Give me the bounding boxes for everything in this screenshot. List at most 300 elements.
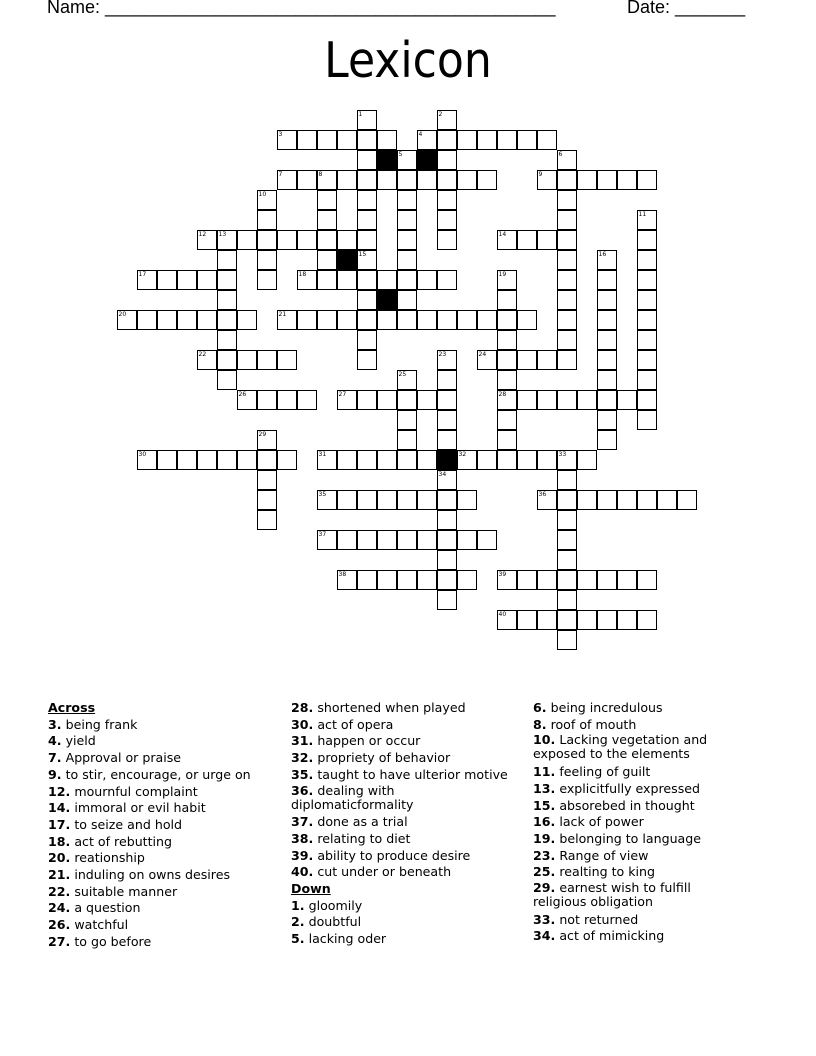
clue-across-4: 4. yield bbox=[48, 733, 96, 749]
grid-cell[interactable] bbox=[397, 570, 417, 590]
grid-cell[interactable] bbox=[637, 370, 657, 390]
grid-cell[interactable] bbox=[137, 450, 157, 470]
grid-cell[interactable] bbox=[437, 390, 457, 410]
grid-cell[interactable] bbox=[217, 290, 237, 310]
grid-cell[interactable] bbox=[257, 390, 277, 410]
grid-cell[interactable] bbox=[597, 330, 617, 350]
page-title: Lexicon bbox=[324, 32, 492, 89]
grid-cell[interactable] bbox=[457, 170, 477, 190]
grid-cell[interactable] bbox=[577, 450, 597, 470]
grid-cell[interactable] bbox=[337, 570, 357, 590]
grid-cell[interactable] bbox=[397, 450, 417, 470]
grid-cell[interactable] bbox=[577, 610, 597, 630]
grid-cell[interactable] bbox=[377, 450, 397, 470]
grid-cell[interactable] bbox=[257, 450, 277, 470]
clue-across-30: 30. act of opera bbox=[291, 716, 394, 732]
grid-cell[interactable] bbox=[557, 310, 577, 330]
grid-cell[interactable] bbox=[217, 350, 237, 370]
grid-cell[interactable] bbox=[377, 530, 397, 550]
grid-cell[interactable] bbox=[397, 210, 417, 230]
grid-cell[interactable] bbox=[357, 350, 377, 370]
grid-cell[interactable] bbox=[177, 310, 197, 330]
grid-cell[interactable] bbox=[357, 490, 377, 510]
grid-cell[interactable] bbox=[237, 390, 257, 410]
grid-cell[interactable] bbox=[597, 310, 617, 330]
grid-cell[interactable] bbox=[637, 290, 657, 310]
grid-cell[interactable] bbox=[337, 450, 357, 470]
grid-cell[interactable] bbox=[617, 570, 637, 590]
grid-cell[interactable] bbox=[377, 130, 397, 150]
clue-number: 10 bbox=[258, 190, 267, 198]
grid-cell[interactable] bbox=[537, 350, 557, 370]
grid-cell[interactable] bbox=[457, 310, 477, 330]
grid-cell[interactable] bbox=[477, 130, 497, 150]
grid-cell[interactable] bbox=[437, 470, 457, 490]
clue-across-36: 36. dealing with diplomaticformality bbox=[291, 782, 414, 812]
grid-cell[interactable] bbox=[277, 450, 297, 470]
clue-across-12: 12. mournful complaint bbox=[48, 783, 198, 799]
grid-cell[interactable] bbox=[517, 350, 537, 370]
grid-cell[interactable] bbox=[617, 610, 637, 630]
grid-cell[interactable] bbox=[217, 250, 237, 270]
grid-cell[interactable] bbox=[257, 470, 277, 490]
grid-cell[interactable] bbox=[197, 230, 217, 250]
clues-column-2 bbox=[291, 700, 531, 948]
grid-cell[interactable] bbox=[397, 390, 417, 410]
grid-cell[interactable] bbox=[197, 350, 217, 370]
grid-cell[interactable] bbox=[357, 250, 377, 270]
grid-cell[interactable] bbox=[257, 210, 277, 230]
grid-cell[interactable] bbox=[237, 450, 257, 470]
grid-cell[interactable] bbox=[637, 610, 657, 630]
grid-cell[interactable] bbox=[617, 390, 637, 410]
grid-cell[interactable] bbox=[597, 430, 617, 450]
down-heading: Down bbox=[291, 881, 331, 897]
grid-cell[interactable] bbox=[257, 490, 277, 510]
grid-cell[interactable] bbox=[457, 490, 477, 510]
grid-cell[interactable] bbox=[517, 570, 537, 590]
grid-cell[interactable] bbox=[597, 490, 617, 510]
grid-cell[interactable] bbox=[197, 310, 217, 330]
grid-cell[interactable] bbox=[597, 250, 617, 270]
clue-number: 35 bbox=[318, 490, 327, 498]
grid-cell[interactable] bbox=[357, 270, 377, 290]
clue-number: 16 bbox=[598, 250, 607, 258]
grid-cell[interactable] bbox=[497, 290, 517, 310]
grid-cell[interactable] bbox=[377, 390, 397, 410]
grid-cell[interactable] bbox=[477, 310, 497, 330]
grid-cell[interactable] bbox=[637, 570, 657, 590]
grid-cell[interactable] bbox=[637, 210, 657, 230]
grid-cell[interactable] bbox=[517, 390, 537, 410]
grid-cell[interactable] bbox=[437, 110, 457, 130]
grid-cell[interactable] bbox=[437, 310, 457, 330]
grid-cell[interactable] bbox=[597, 370, 617, 390]
clue-number: 17 bbox=[138, 270, 147, 278]
grid-cell[interactable] bbox=[337, 130, 357, 150]
grid-cell[interactable] bbox=[537, 490, 557, 510]
grid-cell[interactable] bbox=[597, 410, 617, 430]
grid-cell[interactable] bbox=[137, 270, 157, 290]
grid-cell[interactable] bbox=[377, 570, 397, 590]
grid-cell[interactable] bbox=[497, 430, 517, 450]
grid-cell[interactable] bbox=[577, 390, 597, 410]
grid-cell[interactable] bbox=[417, 490, 437, 510]
grid-cell[interactable] bbox=[417, 170, 437, 190]
grid-cell[interactable] bbox=[257, 430, 277, 450]
grid-cell[interactable] bbox=[357, 530, 377, 550]
grid-cell[interactable] bbox=[117, 310, 137, 330]
grid-cell[interactable] bbox=[517, 610, 537, 630]
grid-cell[interactable] bbox=[397, 370, 417, 390]
grid-cell[interactable] bbox=[397, 530, 417, 550]
grid-cell[interactable] bbox=[597, 170, 617, 190]
grid-cell[interactable] bbox=[417, 570, 437, 590]
clue-number: 37 bbox=[318, 530, 327, 538]
clue-across-39: 39. ability to produce desire bbox=[291, 847, 471, 863]
grid-cell[interactable] bbox=[357, 570, 377, 590]
grid-cell[interactable] bbox=[257, 230, 277, 250]
grid-cell[interactable] bbox=[437, 590, 457, 610]
grid-cell[interactable] bbox=[217, 330, 237, 350]
grid-cell[interactable] bbox=[417, 450, 437, 470]
grid-cell[interactable] bbox=[637, 410, 657, 430]
grid-cell[interactable] bbox=[537, 230, 557, 250]
grid-cell[interactable] bbox=[657, 490, 677, 510]
grid-cell[interactable] bbox=[537, 610, 557, 630]
grid-cell[interactable] bbox=[177, 450, 197, 470]
grid-cell[interactable] bbox=[437, 370, 457, 390]
grid-cell[interactable] bbox=[317, 170, 337, 190]
grid-cell[interactable] bbox=[157, 310, 177, 330]
grid-cell[interactable] bbox=[597, 390, 617, 410]
grid-cell[interactable] bbox=[357, 170, 377, 190]
clue-number: 28 bbox=[498, 390, 507, 398]
grid-cell[interactable] bbox=[517, 230, 537, 250]
grid-cell[interactable] bbox=[337, 310, 357, 330]
grid-cell[interactable] bbox=[177, 270, 197, 290]
clue-number: 14 bbox=[498, 230, 507, 238]
grid-cell[interactable] bbox=[557, 470, 577, 490]
grid-cell[interactable] bbox=[317, 130, 337, 150]
grid-cell[interactable] bbox=[397, 270, 417, 290]
clue-number: 8 bbox=[318, 170, 323, 178]
grid-cell[interactable] bbox=[277, 130, 297, 150]
grid-cell[interactable] bbox=[297, 310, 317, 330]
grid-cell[interactable] bbox=[277, 230, 297, 250]
grid-cell[interactable] bbox=[317, 490, 337, 510]
grid-cell[interactable] bbox=[637, 310, 657, 330]
grid-cell[interactable] bbox=[357, 310, 377, 330]
clue-down-29: 29. earnest wish to fulfill religious obligation bbox=[533, 880, 691, 910]
grid-cell[interactable] bbox=[637, 490, 657, 510]
grid-cell[interactable] bbox=[497, 610, 517, 630]
grid-cell[interactable] bbox=[617, 490, 637, 510]
grid-cell[interactable] bbox=[497, 270, 517, 290]
grid-cell[interactable] bbox=[637, 250, 657, 270]
grid-cell[interactable] bbox=[197, 270, 217, 290]
grid-cell[interactable] bbox=[517, 130, 537, 150]
grid-cell[interactable] bbox=[317, 210, 337, 230]
grid-cell[interactable] bbox=[557, 170, 577, 190]
name-field[interactable]: Name: _____________________________________________ bbox=[47, 0, 556, 17]
grid-cell[interactable] bbox=[497, 330, 517, 350]
grid-cell[interactable] bbox=[397, 430, 417, 450]
grid-cell[interactable] bbox=[197, 450, 217, 470]
clue-across-40: 40. cut under or beneath bbox=[291, 864, 452, 880]
clue-down-23: 23. Range of view bbox=[533, 847, 649, 863]
grid-cell[interactable] bbox=[557, 330, 577, 350]
grid-cell[interactable] bbox=[437, 410, 457, 430]
grid-cell[interactable] bbox=[357, 390, 377, 410]
grid-cell[interactable] bbox=[357, 330, 377, 350]
clue-across-31: 31. happen or occur bbox=[291, 733, 421, 749]
grid-cell[interactable] bbox=[557, 450, 577, 470]
grid-cell[interactable] bbox=[317, 450, 337, 470]
grid-cell[interactable] bbox=[637, 270, 657, 290]
grid-cell[interactable] bbox=[337, 170, 357, 190]
grid-cell[interactable] bbox=[557, 230, 577, 250]
grid-cell[interactable] bbox=[597, 270, 617, 290]
grid-cell[interactable] bbox=[517, 310, 537, 330]
grid-cell[interactable] bbox=[337, 530, 357, 550]
grid-cell[interactable] bbox=[557, 510, 577, 530]
clue-number: 6 bbox=[558, 150, 563, 158]
grid-cell[interactable] bbox=[357, 110, 377, 130]
grid-cell[interactable] bbox=[557, 250, 577, 270]
grid-cell[interactable] bbox=[597, 610, 617, 630]
grid-cell[interactable] bbox=[557, 590, 577, 610]
grid-cell[interactable] bbox=[277, 390, 297, 410]
grid-cell[interactable] bbox=[397, 290, 417, 310]
clue-across-9: 9. to stir, encourage, or urge on bbox=[48, 766, 251, 782]
grid-cell[interactable] bbox=[477, 170, 497, 190]
grid-cell[interactable] bbox=[417, 130, 437, 150]
clue-down-5: 5. lacking oder bbox=[291, 931, 387, 947]
grid-cell[interactable] bbox=[317, 530, 337, 550]
grid-cell[interactable] bbox=[497, 390, 517, 410]
grid-cell[interactable] bbox=[677, 490, 697, 510]
grid-cell[interactable] bbox=[217, 310, 237, 330]
clue-down-6: 6. being incredulous bbox=[533, 700, 663, 715]
grid-cell[interactable] bbox=[437, 530, 457, 550]
grid-cell[interactable] bbox=[277, 170, 297, 190]
grid-cell[interactable] bbox=[417, 530, 437, 550]
grid-cell[interactable] bbox=[437, 170, 457, 190]
grid-cell[interactable] bbox=[437, 430, 457, 450]
grid-cell[interactable] bbox=[377, 490, 397, 510]
grid-cell[interactable] bbox=[437, 130, 457, 150]
grid-cell[interactable] bbox=[377, 310, 397, 330]
grid-cell[interactable] bbox=[397, 310, 417, 330]
grid-cell[interactable] bbox=[597, 570, 617, 590]
grid-cell[interactable] bbox=[537, 170, 557, 190]
grid-cell[interactable] bbox=[517, 450, 537, 470]
grid-cell[interactable] bbox=[557, 270, 577, 290]
grid-cell[interactable] bbox=[417, 270, 437, 290]
grid-cell[interactable] bbox=[637, 330, 657, 350]
grid-cell[interactable] bbox=[537, 570, 557, 590]
grid-cell[interactable] bbox=[237, 230, 257, 250]
grid-cell[interactable] bbox=[477, 350, 497, 370]
grid-cell[interactable] bbox=[357, 130, 377, 150]
grid-cell[interactable] bbox=[437, 190, 457, 210]
grid-cell[interactable] bbox=[597, 350, 617, 370]
grid-cell[interactable] bbox=[357, 150, 377, 170]
grid-cell[interactable] bbox=[337, 230, 357, 250]
grid-cell[interactable] bbox=[557, 610, 577, 630]
grid-cell[interactable] bbox=[557, 290, 577, 310]
grid-cell[interactable] bbox=[537, 390, 557, 410]
clue-number: 23 bbox=[438, 350, 447, 358]
grid-cell[interactable] bbox=[397, 230, 417, 250]
grid-cell[interactable] bbox=[577, 490, 597, 510]
grid-cell[interactable] bbox=[417, 310, 437, 330]
grid-cell[interactable] bbox=[577, 170, 597, 190]
grid-cell[interactable] bbox=[157, 270, 177, 290]
grid-cell[interactable] bbox=[357, 450, 377, 470]
grid-cell[interactable] bbox=[317, 310, 337, 330]
clue-number: 22 bbox=[198, 350, 207, 358]
grid-cell[interactable] bbox=[397, 250, 417, 270]
grid-cell[interactable] bbox=[317, 230, 337, 250]
grid-cell[interactable] bbox=[557, 390, 577, 410]
clue-number: 34 bbox=[438, 470, 447, 478]
grid-cell[interactable] bbox=[497, 350, 517, 370]
grid-cell[interactable] bbox=[437, 210, 457, 230]
grid-cell[interactable] bbox=[437, 550, 457, 570]
grid-cell[interactable] bbox=[257, 190, 277, 210]
clue-down-8: 8. roof of mouth bbox=[533, 716, 637, 732]
grid-cell[interactable] bbox=[217, 450, 237, 470]
grid-cell[interactable] bbox=[597, 290, 617, 310]
grid-cell[interactable] bbox=[317, 250, 337, 270]
grid-cell[interactable] bbox=[417, 390, 437, 410]
grid-cell[interactable] bbox=[297, 390, 317, 410]
grid-cell[interactable] bbox=[477, 450, 497, 470]
grid-cell[interactable] bbox=[497, 450, 517, 470]
grid-cell[interactable] bbox=[557, 630, 577, 650]
grid-cell[interactable] bbox=[557, 550, 577, 570]
grid-cell[interactable] bbox=[537, 450, 557, 470]
grid-cell[interactable] bbox=[257, 250, 277, 270]
grid-cell[interactable] bbox=[437, 150, 457, 170]
grid-cell[interactable] bbox=[357, 230, 377, 250]
grid-cell[interactable] bbox=[357, 290, 377, 310]
grid-cell[interactable] bbox=[557, 210, 577, 230]
grid-cell[interactable] bbox=[637, 170, 657, 190]
grid-cell[interactable] bbox=[237, 310, 257, 330]
grid-cell[interactable] bbox=[537, 130, 557, 150]
grid-cell[interactable] bbox=[617, 170, 637, 190]
clue-number: 5 bbox=[398, 150, 403, 158]
clue-across-28: 28. shortened when played bbox=[291, 700, 466, 715]
grid-cell[interactable] bbox=[397, 410, 417, 430]
grid-cell[interactable] bbox=[237, 350, 257, 370]
grid-cell[interactable] bbox=[337, 390, 357, 410]
grid-cell[interactable] bbox=[397, 170, 417, 190]
grid-cell[interactable] bbox=[337, 270, 357, 290]
grid-cell[interactable] bbox=[477, 530, 497, 550]
grid-cell[interactable] bbox=[257, 510, 277, 530]
grid-cell[interactable] bbox=[377, 270, 397, 290]
clue-number: 40 bbox=[498, 610, 507, 618]
grid-cell[interactable] bbox=[437, 230, 457, 250]
date-field[interactable]: Date: _______ bbox=[627, 0, 746, 17]
grid-cell[interactable] bbox=[157, 450, 177, 470]
clue-number: 13 bbox=[218, 230, 227, 238]
grid-cell[interactable] bbox=[497, 370, 517, 390]
grid-cell[interactable] bbox=[297, 130, 317, 150]
clue-down-10: 10. Lacking vegetation and exposed to the elements bbox=[533, 732, 708, 762]
grid-cell[interactable] bbox=[557, 350, 577, 370]
grid-cell[interactable] bbox=[397, 490, 417, 510]
grid-cell[interactable] bbox=[297, 230, 317, 250]
grid-cell[interactable] bbox=[257, 350, 277, 370]
clue-number: 29 bbox=[258, 430, 267, 438]
grid-cell[interactable] bbox=[257, 270, 277, 290]
grid-cell[interactable] bbox=[357, 210, 377, 230]
grid-cell[interactable] bbox=[497, 410, 517, 430]
grid-cell[interactable] bbox=[497, 570, 517, 590]
grid-cell[interactable] bbox=[497, 130, 517, 150]
grid-cell[interactable] bbox=[637, 390, 657, 410]
grid-cell[interactable] bbox=[397, 190, 417, 210]
grid-cell[interactable] bbox=[437, 570, 457, 590]
grid-cell[interactable] bbox=[557, 570, 577, 590]
grid-cell[interactable] bbox=[217, 270, 237, 290]
grid-cell[interactable] bbox=[457, 530, 477, 550]
grid-cell[interactable] bbox=[497, 230, 517, 250]
grid-cell[interactable] bbox=[297, 270, 317, 290]
grid-cell[interactable] bbox=[317, 270, 337, 290]
grid-cell[interactable] bbox=[437, 270, 457, 290]
grid-cell[interactable] bbox=[557, 150, 577, 170]
grid-cell[interactable] bbox=[637, 230, 657, 250]
grid-cell[interactable] bbox=[357, 190, 377, 210]
grid-cell[interactable] bbox=[577, 570, 597, 590]
grid-cell[interactable] bbox=[457, 450, 477, 470]
clue-number: 31 bbox=[318, 450, 327, 458]
grid-cell[interactable] bbox=[557, 190, 577, 210]
grid-cell[interactable] bbox=[297, 170, 317, 190]
grid-cell[interactable] bbox=[217, 370, 237, 390]
grid-cell[interactable] bbox=[337, 490, 357, 510]
grid-cell[interactable] bbox=[457, 570, 477, 590]
grid-cell[interactable] bbox=[277, 310, 297, 330]
clue-number: 33 bbox=[558, 450, 567, 458]
grid-cell[interactable] bbox=[637, 350, 657, 370]
grid-cell[interactable] bbox=[377, 170, 397, 190]
clue-across-20: 20. reationship bbox=[48, 850, 145, 866]
grid-cell[interactable] bbox=[437, 510, 457, 530]
grid-cell[interactable] bbox=[557, 530, 577, 550]
grid-cell[interactable] bbox=[557, 490, 577, 510]
grid-cell[interactable] bbox=[497, 310, 517, 330]
grid-cell[interactable] bbox=[457, 130, 477, 150]
grid-cell[interactable] bbox=[437, 490, 457, 510]
grid-cell[interactable] bbox=[277, 350, 297, 370]
grid-cell[interactable] bbox=[317, 190, 337, 210]
clue-down-11: 11. feeling of guilt bbox=[533, 764, 651, 780]
clue-number: 36 bbox=[538, 490, 547, 498]
grid-cell[interactable] bbox=[397, 150, 417, 170]
clue-number: 24 bbox=[478, 350, 487, 358]
grid-cell[interactable] bbox=[437, 350, 457, 370]
grid-cell[interactable] bbox=[217, 230, 237, 250]
clue-down-15: 15. absorebed in thought bbox=[533, 797, 695, 813]
grid-cell[interactable] bbox=[137, 310, 157, 330]
